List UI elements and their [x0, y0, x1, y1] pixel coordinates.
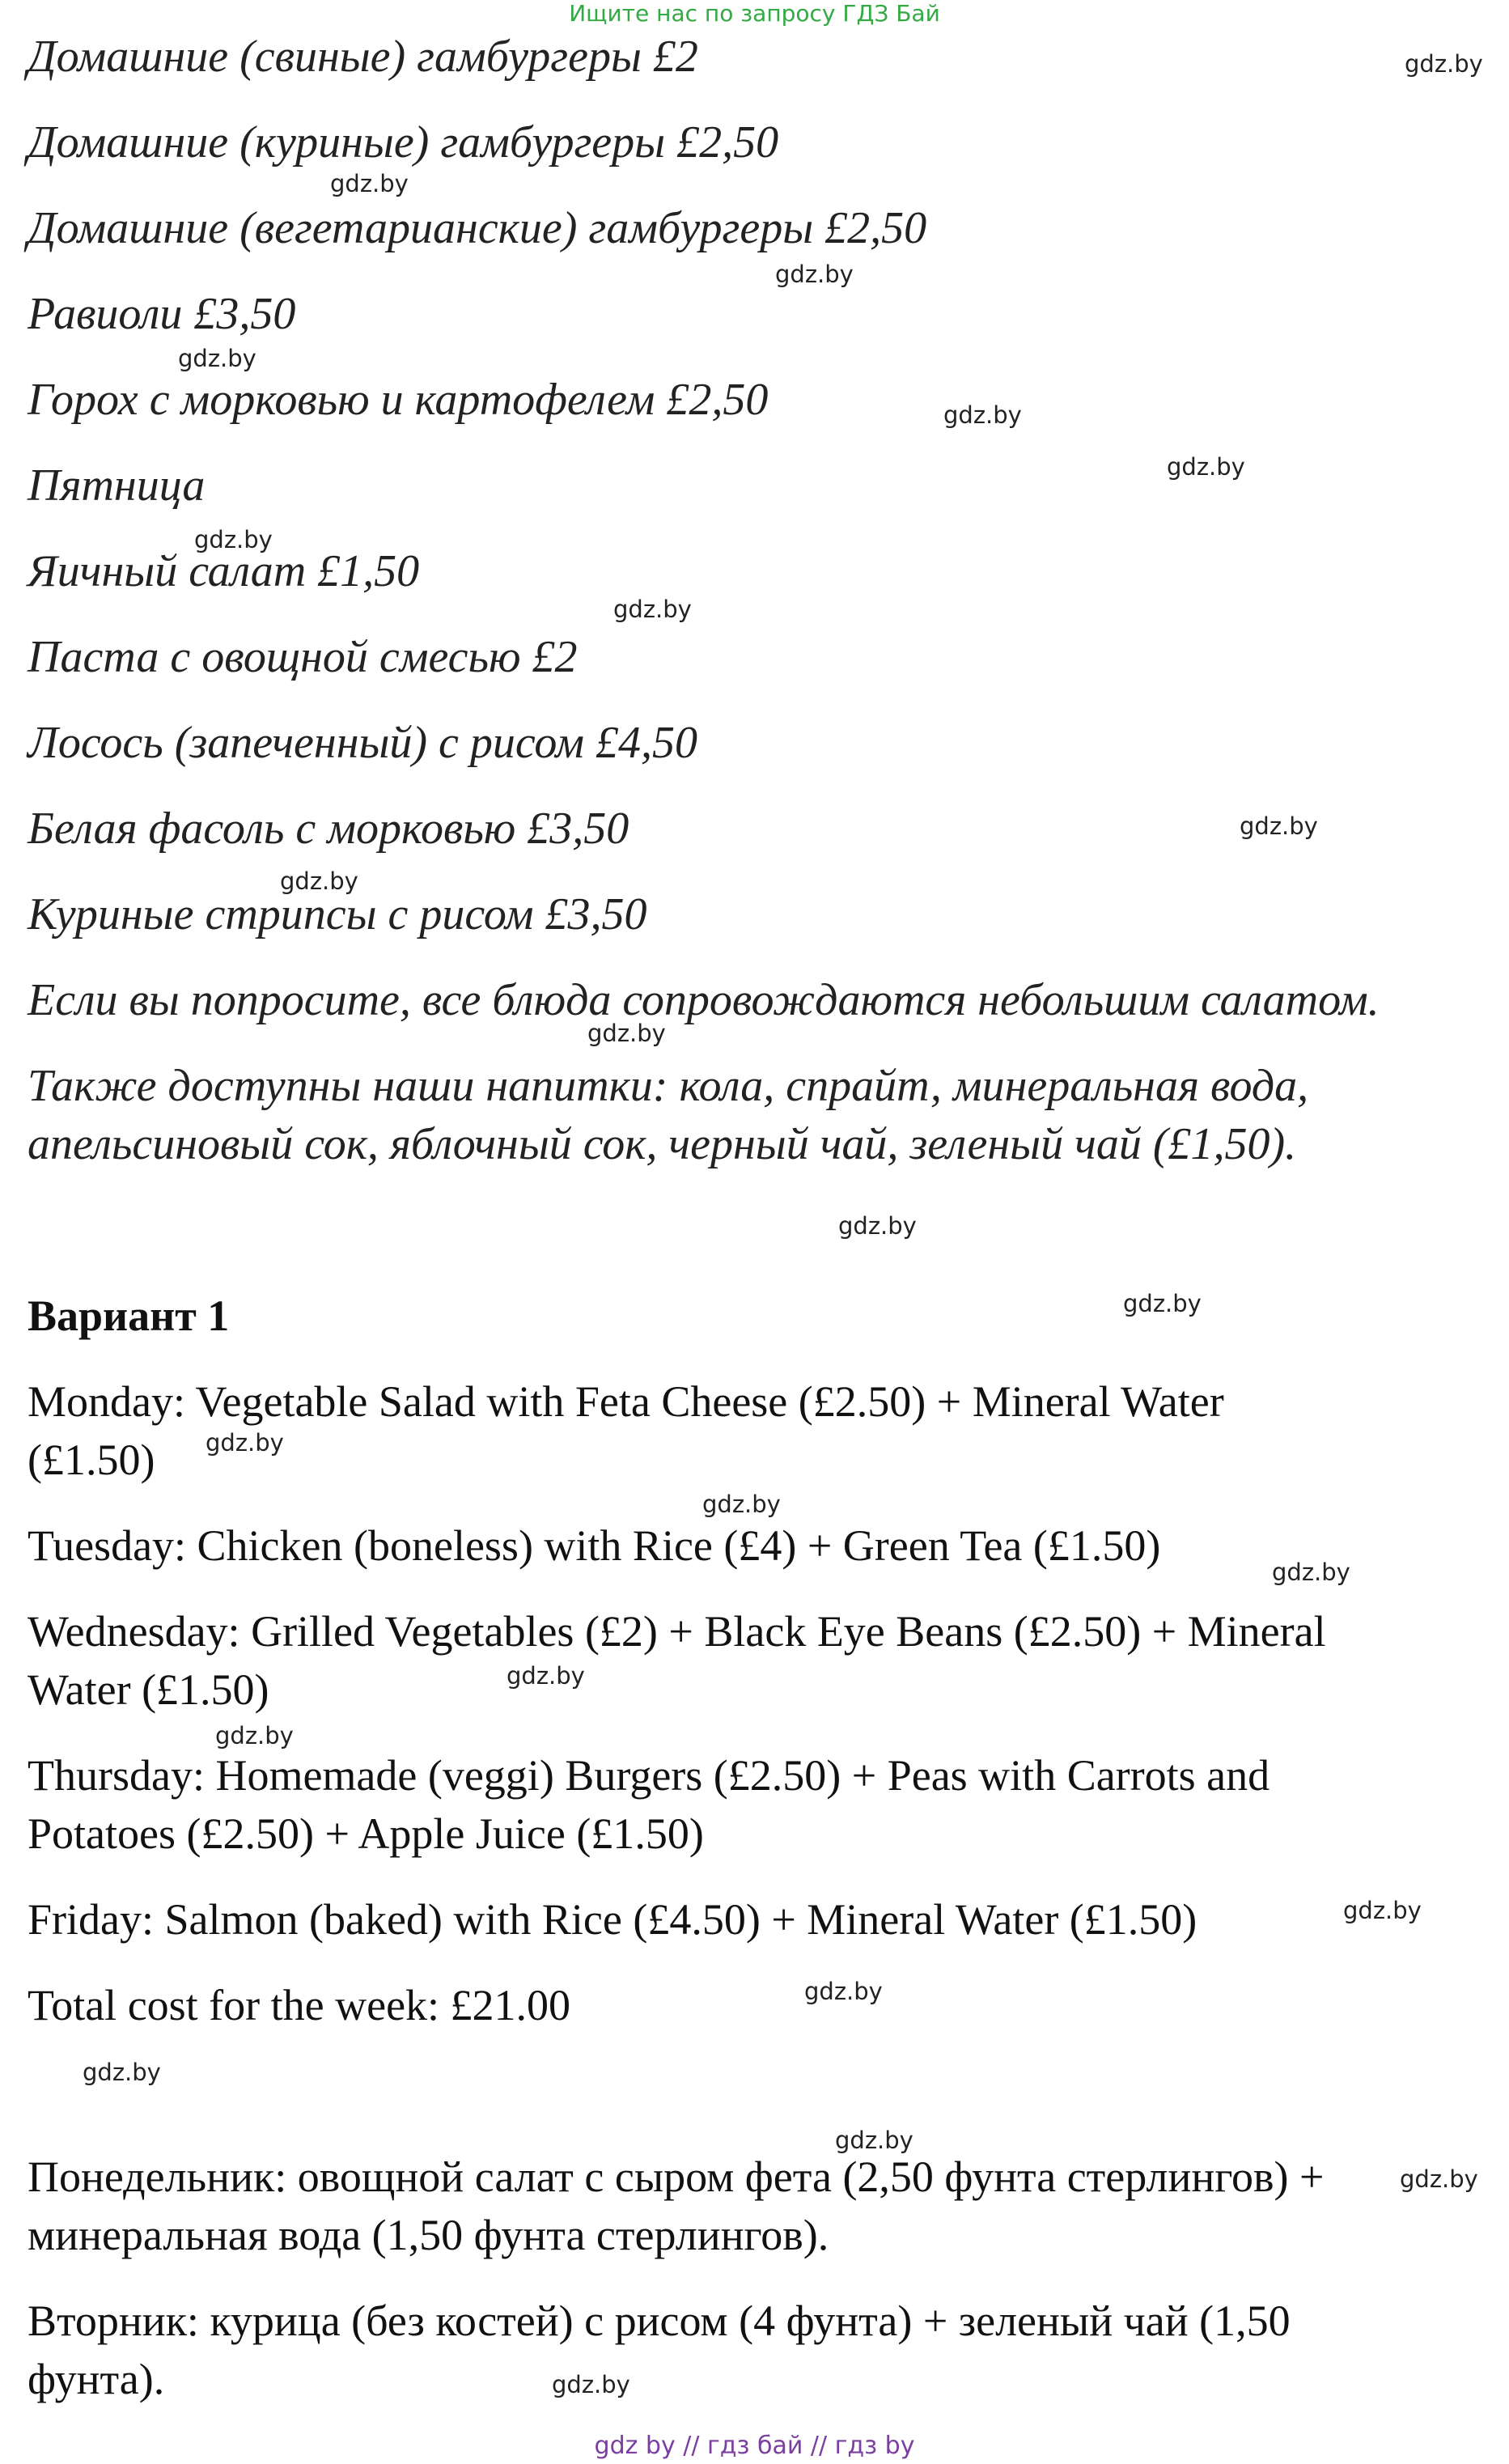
watermark: gdz.by	[507, 1662, 585, 1690]
salad-note: Если вы попросите, все блюда сопровождаются небольшим салатом.	[28, 975, 1380, 1025]
watermark: gdz.by	[1405, 50, 1483, 78]
watermark: gdz.by	[83, 2059, 161, 2086]
watermark: gdz.by	[775, 261, 854, 288]
watermark: gdz.by	[206, 1429, 284, 1457]
answer-line: (£1.50)	[28, 1436, 155, 1484]
watermark: gdz.by	[215, 1722, 294, 1749]
watermark: gdz.by	[587, 1020, 666, 1047]
watermark: gdz.by	[1400, 2165, 1478, 2193]
watermark: gdz.by	[943, 401, 1022, 429]
answer-line: Friday: Salmon (baked) with Rice (£4.50) + Mineral Water (£1.50)	[28, 1895, 1197, 1944]
menu-item: Домашние (вегетарианские) гамбургеры £2,50	[28, 203, 927, 253]
watermark: gdz.by	[194, 526, 273, 553]
watermark: gdz.by	[1167, 453, 1245, 481]
footer-links[interactable]: gdz by // гдз бай // гдз by	[594, 2432, 915, 2460]
menu-item: Паста с овощной смесью £2	[28, 632, 578, 682]
watermark: gdz.by	[804, 1978, 883, 2005]
drinks-note-line: Также доступны наши напитки: кола, спрайт, минеральная вода,	[28, 1061, 1309, 1111]
watermark: gdz.by	[552, 2371, 630, 2398]
watermark: gdz.by	[1123, 1290, 1202, 1317]
answer-line: Tuesday: Chicken (boneless) with Rice (£4) + Green Tea (£1.50)	[28, 1521, 1161, 1570]
translation-line: фунта).	[28, 2355, 165, 2403]
watermark: gdz.by	[1343, 1897, 1422, 1924]
watermark: gdz.by	[702, 1491, 781, 1518]
menu-item: Белая фасоль с морковью £3,50	[28, 804, 629, 854]
total-cost: Total cost for the week: £21.00	[28, 1981, 571, 2029]
menu-item: Яичный салат £1,50	[28, 546, 420, 596]
watermark: gdz.by	[835, 2127, 913, 2154]
watermark: gdz.by	[178, 345, 256, 372]
top-banner[interactable]: Ищите нас по запросу ГДЗ Бай	[569, 0, 940, 27]
translation-line: Понедельник: овощной салат с сыром фета (2,50 фунта стерлингов) +	[28, 2152, 1325, 2201]
menu-item: Лосось (запеченный) с рисом £4,50	[28, 718, 697, 768]
menu-item: Горох с морковью и картофелем £2,50	[28, 375, 769, 425]
answer-line: Potatoes (£2.50) + Apple Juice (£1.50)	[28, 1809, 704, 1858]
answer-line: Water (£1.50)	[28, 1665, 269, 1714]
menu-item: Равиоли £3,50	[28, 289, 296, 339]
answer-line: Wednesday: Grilled Vegetables (£2) + Black Eye Beans (£2.50) + Mineral	[28, 1607, 1326, 1656]
menu-item: Домашние (куриные) гамбургеры £2,50	[28, 117, 779, 168]
drinks-note-line: апельсиновый сок, яблочный сок, черный чай, зеленый чай (£1,50).	[28, 1119, 1297, 1169]
watermark: gdz.by	[1240, 812, 1318, 840]
watermark: gdz.by	[838, 1212, 917, 1240]
answer-line: Monday: Vegetable Salad with Feta Cheese (£2.50) + Mineral Water	[28, 1377, 1224, 1426]
answer-line: Thursday: Homemade (veggi) Burgers (£2.50) + Peas with Carrots and	[28, 1751, 1270, 1800]
watermark: gdz.by	[1272, 1559, 1350, 1586]
translation-line: минеральная вода (1,50 фунта стерлингов).	[28, 2211, 829, 2259]
translation-line: Вторник: курица (без костей) с рисом (4 фунта) + зеленый чай (1,50	[28, 2296, 1291, 2345]
day-title: Пятница	[28, 460, 206, 511]
watermark: gdz.by	[280, 867, 358, 895]
watermark: gdz.by	[613, 596, 692, 623]
menu-item: Домашние (свиные) гамбургеры £2	[28, 32, 698, 82]
variant-heading: Вариант 1	[28, 1291, 230, 1340]
watermark: gdz.by	[330, 170, 409, 197]
menu-item: Куриные стрипсы с рисом £3,50	[28, 889, 647, 939]
